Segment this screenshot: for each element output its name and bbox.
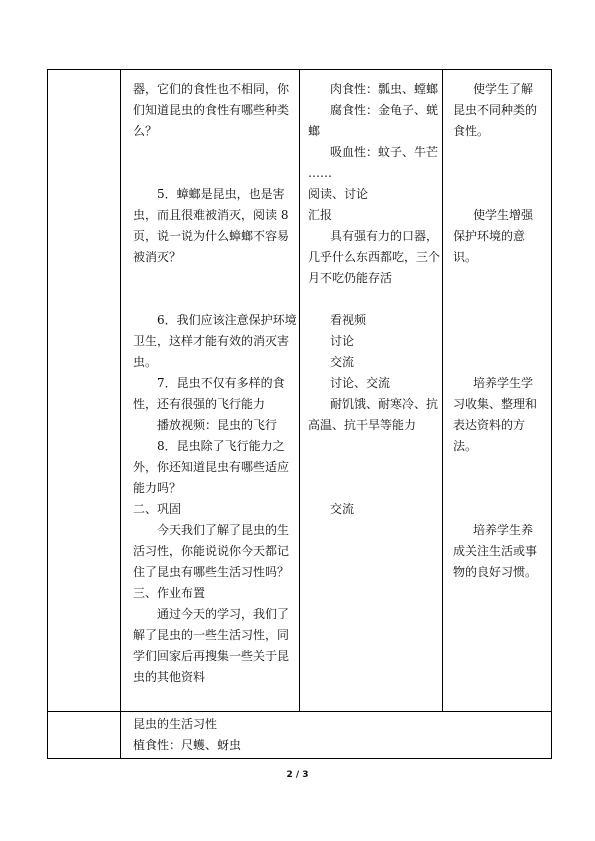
text-line: 今天我们了解了昆虫的生 — [157, 523, 290, 537]
text-line: 交流 — [330, 355, 355, 369]
text-line: 住了昆虫有哪些生活习性吗？ — [133, 565, 290, 579]
section-heading: 三、作业布置 — [133, 586, 206, 600]
text-line: 虫，而且很难被消灭，阅读 8 — [133, 208, 289, 222]
text-line: 播放视频：昆虫的飞行 — [157, 418, 278, 432]
table-row — [48, 712, 552, 759]
text-line: 性，还有很强的飞行能力 — [133, 397, 266, 411]
text-line: 腐食性：金龟子、蜣 — [330, 103, 439, 117]
text-line: 外，你还知道昆虫有哪些适应 — [133, 460, 290, 474]
text-line: 8．昆虫除了飞行能力之 — [157, 439, 285, 453]
text-line: 昆虫不同种类的 — [453, 103, 538, 117]
text-line: 被消灭？ — [133, 250, 182, 264]
text-line: 卫生，这样才能有效的消灭害 — [133, 334, 290, 348]
text-line: 页，说一说为什么蟑螂不容易 — [133, 229, 290, 243]
text-line: 月不吃仍能存活 — [308, 271, 393, 285]
text-line: 讨论 — [330, 334, 355, 348]
text-line: 识。 — [453, 250, 478, 264]
text-line: 高温、抗干旱等能力 — [308, 418, 417, 432]
text-line: 习收集、整理和 — [453, 397, 538, 411]
text-line: 具有强有力的口器， — [330, 229, 439, 243]
text-line: 培养学生养 — [473, 523, 534, 537]
text-line: 活习性，你能说说你今天都记 — [133, 544, 290, 558]
design-intent-cell — [443, 70, 552, 712]
text-line: 阅读、讨论 — [308, 187, 369, 201]
text-line: 么？ — [133, 124, 158, 138]
text-line: 7．昆虫不仅有多样的食 — [157, 376, 285, 390]
text-line: 保护环境的意 — [453, 229, 526, 243]
text-line: 耐饥饿、耐寒冷、抗 — [330, 397, 439, 411]
text-line: 6．我们应该注意保护环境 — [157, 313, 297, 327]
table-row — [48, 70, 552, 712]
text-line: 解了昆虫的一些生活习性，同 — [133, 628, 290, 642]
text-line: 植食性：尺蠖、蚜虫 — [133, 738, 242, 752]
text-line: 们知道昆虫的食性有哪些种类 — [133, 103, 290, 117]
text-line: 5．蟑螂是昆虫，也是害 — [157, 187, 285, 201]
text-line: 虫。 — [133, 355, 158, 369]
text-line: 成关注生活或事 — [453, 544, 538, 558]
text-line: 学们回家后再搜集一些关于昆 — [133, 649, 290, 663]
text-line: 使学生了解 — [473, 82, 534, 96]
text-line: 食性。 — [453, 124, 490, 138]
text-line: 能力吗？ — [133, 481, 182, 495]
text-line: …… — [308, 166, 332, 180]
text-line: 交流 — [330, 502, 355, 516]
text-line: 昆虫的生活习性 — [133, 717, 218, 731]
text-line: 使学生增强 — [473, 208, 534, 222]
board-design-cell — [121, 712, 552, 759]
left-blank-cell — [48, 712, 121, 759]
text-line: 吸血性：蚊子、牛芒 — [330, 145, 439, 159]
text-line: 培养学生学 — [473, 376, 534, 390]
text-line: 虫的其他资料 — [133, 670, 206, 684]
text-line: 讨论、交流 — [330, 376, 391, 390]
text-line: 法。 — [453, 439, 478, 453]
teacher-activity-cell — [121, 70, 300, 712]
left-blank-cell — [48, 70, 121, 712]
lesson-plan-table — [47, 69, 552, 759]
text-line: 通过今天的学习，我们了 — [157, 607, 290, 621]
page-number: 2 / 3 — [286, 770, 309, 780]
text-line: 看视频 — [330, 313, 367, 327]
text-line: 物的良好习惯。 — [453, 565, 538, 579]
section-heading: 二、巩固 — [133, 502, 182, 516]
text-line: 几乎什么东西都吃，三个 — [308, 250, 441, 264]
text-line: 表达资料的方 — [453, 418, 526, 432]
text-line: 汇报 — [308, 208, 333, 222]
text-line: 器，它们的食性也不相同，你 — [133, 82, 290, 96]
text-line: 肉食性：瓢虫、螳螂 — [330, 82, 439, 96]
text-line: 螂 — [308, 124, 321, 138]
student-activity-cell — [300, 70, 443, 712]
